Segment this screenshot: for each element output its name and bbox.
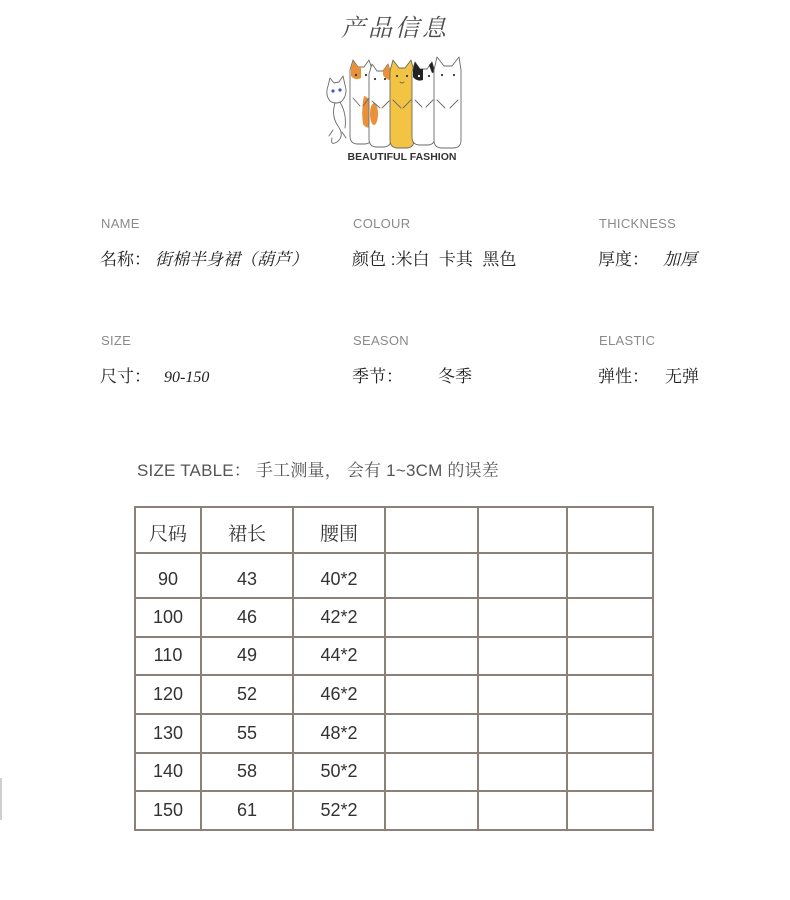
cell-extra-1: [385, 637, 478, 676]
spec-key-size: 尺寸：: [100, 367, 151, 386]
logo-text: BEAUTIFUL FASHION: [347, 151, 457, 163]
cell-waist: 50*2: [293, 753, 385, 792]
cell-extra-1: [385, 553, 478, 598]
spec-label-size: SIZE: [101, 333, 132, 348]
cell-extra-2: [478, 598, 567, 637]
spec-line-name: [100, 249, 308, 271]
spec-key-season: 季节：: [352, 367, 403, 386]
cell-extra-1: [385, 675, 478, 714]
header-skirt-length: 裙长: [201, 507, 293, 553]
table-row: [135, 637, 653, 676]
cell-extra-2: [478, 791, 567, 830]
page-title: 产品信息: [341, 14, 449, 42]
cell-size: 110: [135, 637, 201, 676]
size-table-caption: SIZE TABLE： 手工测量， 会有 1~3CM 的误差: [137, 461, 499, 480]
spec-value-name: 街棉半身裙（葫芦）: [155, 250, 308, 269]
cell-size: 140: [135, 753, 201, 792]
cell-extra-3: [567, 791, 653, 830]
cell-size: 100: [135, 598, 201, 637]
cell-waist: 40*2: [293, 553, 385, 598]
cell-skirt-length: 46: [201, 598, 293, 637]
cell-skirt-length: 61: [201, 791, 293, 830]
cell-extra-3: [567, 714, 653, 753]
cell-extra-2: [478, 675, 567, 714]
cell-skirt-length: 58: [201, 753, 293, 792]
cell-size: 90: [135, 553, 201, 598]
size-table: [134, 506, 654, 831]
spec-value-colour: 米白 卡其 黑色: [395, 250, 517, 269]
spec-label-name: NAME: [101, 216, 140, 231]
cell-extra-1: [385, 714, 478, 753]
table-row: [135, 753, 653, 792]
cell-waist: 44*2: [293, 637, 385, 676]
table-row: [135, 553, 653, 598]
table-row: [135, 714, 653, 753]
size-table-body: [135, 553, 653, 830]
header-extra-3: [567, 507, 653, 553]
spec-label-elastic: ELASTIC: [599, 333, 656, 348]
spec-key-colour: 颜色 :: [352, 250, 396, 269]
header-extra-2: [478, 507, 567, 553]
spec-value-size: 90-150: [164, 369, 210, 386]
spec-label-season: SEASON: [353, 333, 409, 348]
spec-key-elastic: 弹性：: [598, 367, 649, 386]
cell-extra-2: [478, 553, 567, 598]
cell-extra-2: [478, 753, 567, 792]
spec-key-thickness: 厚度：: [598, 250, 649, 269]
cell-size: 130: [135, 714, 201, 753]
cell-skirt-length: 49: [201, 637, 293, 676]
spec-key-name: 名称：: [100, 250, 151, 269]
cell-extra-1: [385, 598, 478, 637]
spec-line-thickness: [598, 249, 697, 271]
cell-extra-1: [385, 791, 478, 830]
cats-logo-icon: [323, 56, 468, 154]
table-row: [135, 675, 653, 714]
size-table-header-row: [135, 507, 653, 553]
table-row: [135, 598, 653, 637]
spec-value-season: 冬季: [438, 367, 472, 386]
cell-extra-3: [567, 753, 653, 792]
cell-extra-1: [385, 753, 478, 792]
cell-extra-3: [567, 637, 653, 676]
cell-extra-3: [567, 553, 653, 598]
edge-mark: [0, 778, 2, 820]
cell-extra-2: [478, 714, 567, 753]
cell-skirt-length: 52: [201, 675, 293, 714]
cell-waist: 52*2: [293, 791, 385, 830]
spec-value-elastic: 无弹: [665, 367, 699, 386]
spec-value-thickness: 加厚: [663, 250, 697, 269]
cell-skirt-length: 55: [201, 714, 293, 753]
cell-extra-3: [567, 675, 653, 714]
spec-label-thickness: THICKNESS: [599, 216, 677, 231]
cell-skirt-length: 43: [201, 553, 293, 598]
cell-waist: 48*2: [293, 714, 385, 753]
header-waist: 腰围: [293, 507, 385, 553]
cell-size: 150: [135, 791, 201, 830]
cell-extra-2: [478, 637, 567, 676]
cell-waist: 46*2: [293, 675, 385, 714]
cell-waist: 42*2: [293, 598, 385, 637]
spec-line-size: [100, 366, 209, 389]
header-extra-1: [385, 507, 478, 553]
spec-line-elastic: [598, 366, 699, 388]
spec-line-colour: [352, 249, 516, 271]
spec-line-season: [352, 366, 472, 388]
cell-size: 120: [135, 675, 201, 714]
spec-label-colour: COLOUR: [353, 216, 411, 231]
table-row: [135, 791, 653, 830]
cell-extra-3: [567, 598, 653, 637]
header-size: 尺码: [135, 507, 201, 553]
